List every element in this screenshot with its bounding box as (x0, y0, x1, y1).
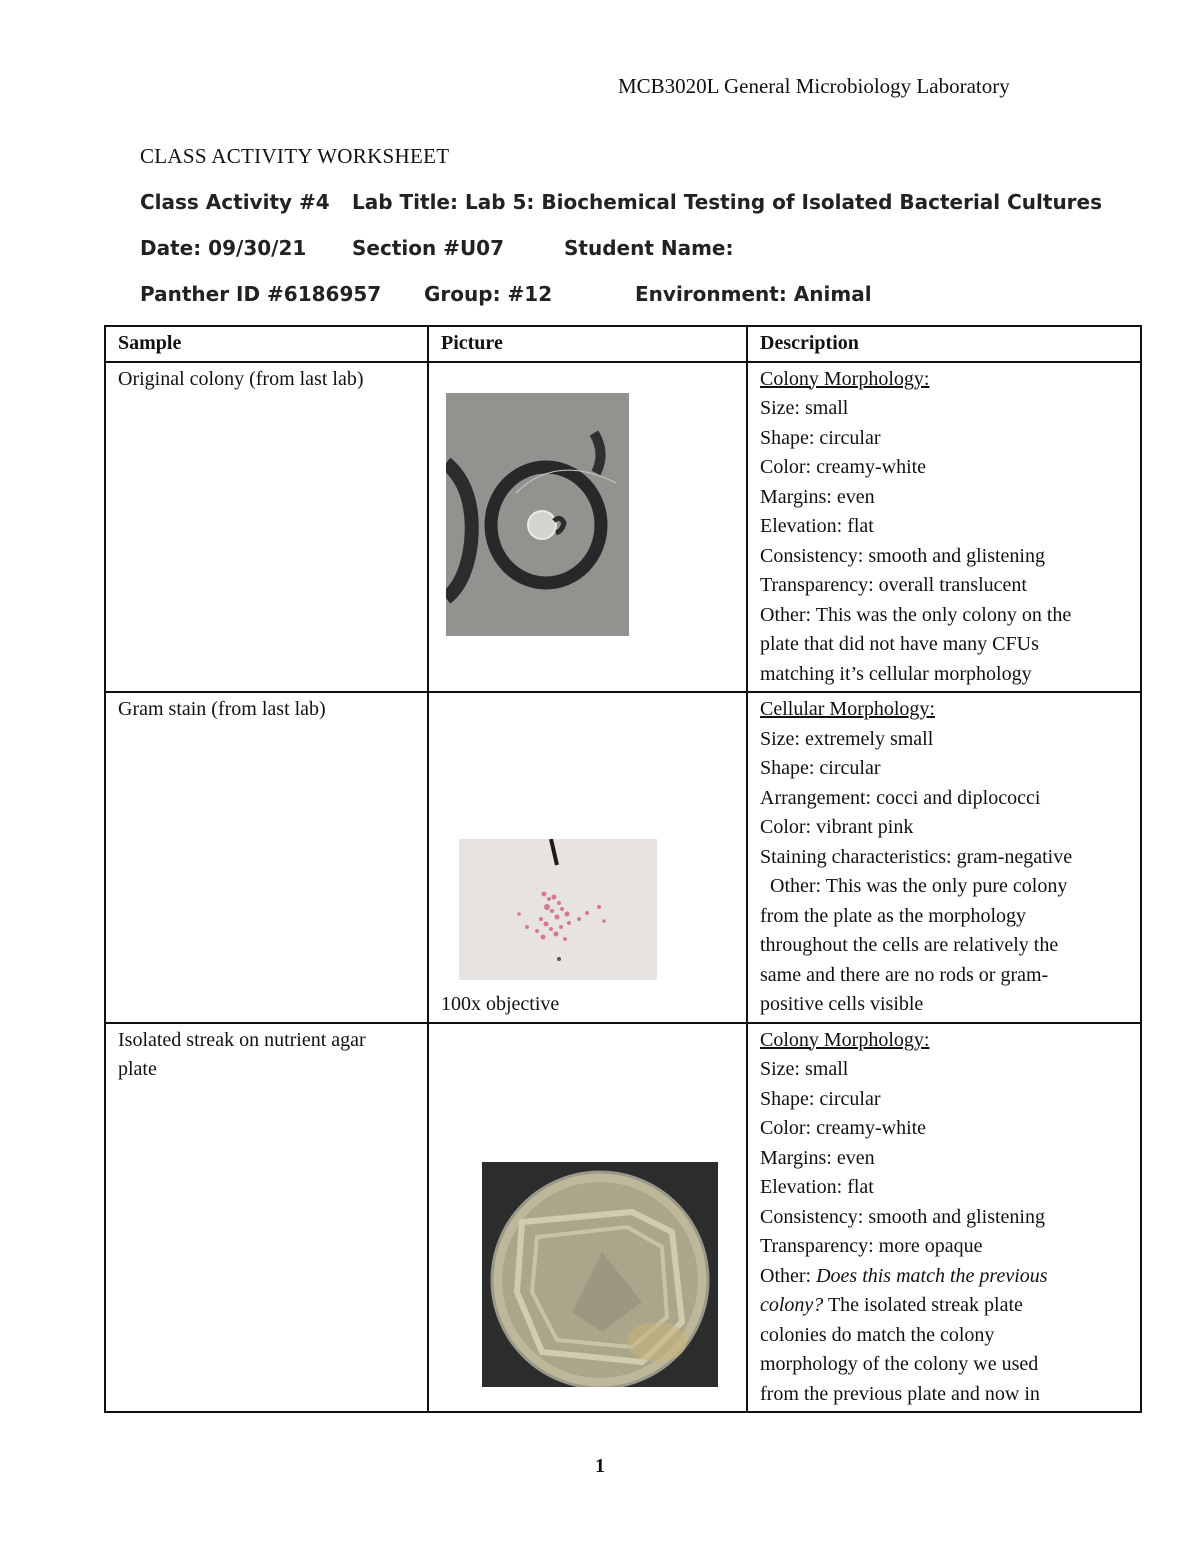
description-line: Color: creamy-white (760, 456, 927, 478)
header-description: Description (747, 326, 1141, 362)
description-line: Elevation: flat (760, 515, 874, 537)
description-line: from the plate as the morphology (760, 904, 1027, 927)
description-line: Color: creamy-white (760, 1117, 927, 1139)
picture-caption: 100x objective (441, 993, 560, 1015)
description-heading: Colony Morphology: (760, 367, 930, 390)
table-row (105, 362, 1141, 693)
description-line: Shape: circular (760, 426, 881, 449)
description-line: Other: This was the only pure colony (760, 875, 1068, 897)
picture-cell (428, 362, 747, 693)
description-line (760, 1291, 1128, 1321)
description-cell (747, 1023, 1141, 1413)
sample-cell (105, 692, 428, 1023)
lab-title: Lab Title: Lab 5: Biochemical Testing of Isolated Bacterial Cultures (352, 190, 1103, 214)
description-line: from the previous plate and now in (760, 1382, 1040, 1405)
description-line: Staining characteristics: gram-negative (760, 845, 1073, 868)
other-question: Does this match the previous (816, 1264, 1048, 1287)
description-line: plate that did not have many CFUs (760, 633, 1039, 655)
description-heading: Colony Morphology: (760, 1028, 930, 1051)
description-line: Consistency: smooth and glistening (760, 1205, 1045, 1228)
student-name: Student Name: (564, 236, 734, 260)
description-cell (747, 692, 1141, 1023)
date: Date: 09/30/21 (140, 236, 307, 260)
section: Section #U07 (352, 236, 505, 260)
description-line: Other: This was the only colony on the (760, 603, 1072, 626)
other-label: Other: (760, 1264, 817, 1287)
description-line: Shape: circular (760, 1087, 881, 1110)
description-line: Consistency: smooth and glistening (760, 544, 1045, 567)
original-colony-photo (446, 393, 629, 636)
description-line: Size: small (760, 397, 849, 419)
panther-id: Panther ID #6186957 (140, 282, 382, 306)
description-line: Arrangement: cocci and diplococci (760, 786, 1041, 809)
page-number: 1 (595, 1455, 605, 1477)
other-answer: The isolated streak plate (823, 1294, 1023, 1316)
description-line: colonies do match the colony (760, 1323, 995, 1346)
sample-cell (105, 1023, 428, 1413)
sample-label: Gram stain (from last lab) (118, 698, 326, 720)
description-line: positive cells visible (760, 993, 924, 1015)
description-line: morphology of the colony we used (760, 1353, 1039, 1375)
sample-label: Original colony (from last lab) (118, 367, 364, 390)
description-line: Margins: even (760, 1146, 875, 1169)
table-header-row (105, 326, 1141, 362)
picture-cell (428, 1023, 747, 1413)
course-header: MCB3020L General Microbiology Laboratory (618, 74, 1010, 98)
sample-label: plate (118, 1058, 157, 1080)
gram-stain-photo (459, 839, 657, 980)
description-line: Size: small (760, 1058, 849, 1080)
class-activity: Class Activity #4 (140, 190, 330, 214)
description-cell (747, 362, 1141, 693)
header-picture: Picture (428, 326, 747, 362)
description-line: Elevation: flat (760, 1176, 874, 1198)
other-question-end: colony? (760, 1294, 824, 1316)
description-line: throughout the cells are relatively the (760, 934, 1059, 956)
results-table (104, 325, 1142, 1413)
description-line: Color: vibrant pink (760, 816, 914, 838)
group: Group: #12 (424, 282, 553, 306)
description-line: Margins: even (760, 485, 875, 508)
sample-cell (105, 362, 428, 693)
description-line: matching it’s cellular morphology (760, 662, 1032, 685)
header-sample: Sample (105, 326, 428, 362)
description-line: Transparency: overall translucent (760, 574, 1027, 596)
table-row (105, 1023, 1141, 1413)
description-line: Shape: circular (760, 757, 881, 779)
worksheet-title: CLASS ACTIVITY WORKSHEET (140, 144, 450, 168)
environment: Environment: Animal (635, 282, 872, 306)
description-heading: Cellular Morphology: (760, 698, 935, 720)
table-row (105, 692, 1141, 1023)
picture-cell (428, 692, 747, 1023)
description-line: Transparency: more opaque (760, 1235, 983, 1257)
streak-plate-photo (482, 1162, 718, 1387)
description-line: same and there are no rods or gram- (760, 963, 1049, 986)
description-line: Size: extremely small (760, 727, 934, 750)
sample-label: Isolated streak on nutrient agar (118, 1028, 366, 1051)
description-line (760, 1262, 1128, 1292)
